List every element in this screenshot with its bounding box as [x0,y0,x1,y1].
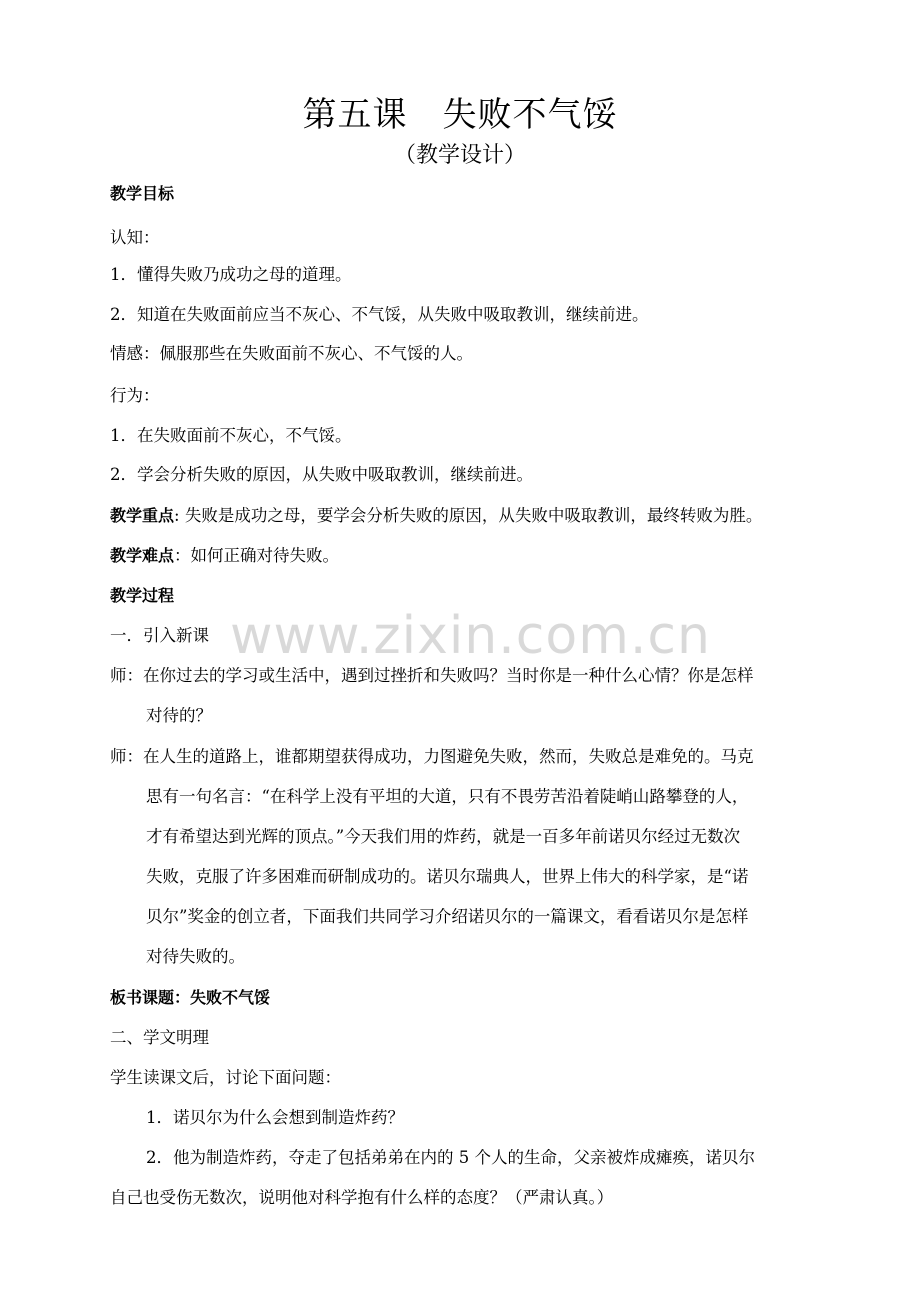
cognition-item-1: 1．懂得失败乃成功之母的道理。 [110,265,352,284]
page-subtitle: （教学设计） [393,143,526,168]
teacher-question-line: 师：在你过去的学习或生活中，遇到过挫折和失败吗？当时你是一种什么心情？你是怎样 [110,666,754,685]
page-title: 第五课 失败不气馁 [302,95,618,135]
process-heading: 教学过程 [110,586,175,605]
discussion-intro: 学生读课文后，讨论下面问题： [110,1068,341,1087]
goals-heading: 教学目标 [110,184,175,203]
watermark: www.zixin.com.cn [230,606,711,666]
discussion-question-2-cont: 自己也受伤无数次，说明他对科学抱有什么样的态度？（严肃认真。） [110,1188,614,1207]
discussion-question-1: 1．诺贝尔为什么会想到制造炸药？ [146,1108,404,1127]
teacher-story-line: 贝尔”奖金的创立者，下面我们共同学习介绍诺贝尔的一篇课文，看看诺贝尔是怎样 [146,907,749,926]
teacher-story-line: 才有希望达到光辉的顶点。”今天我们用的炸药，就是一百多年前诺贝尔经过无数次 [146,827,741,846]
behavior-item-1: 1．在失败面前不灰心，不气馁。 [110,426,352,445]
cognition-label: 认知： [110,228,160,247]
section-intro: 一．引入新课 [110,626,209,645]
cognition-item-2: 2．知道在失败面前应当不灰心、不气馁，从失败中吸取教训，继续前进。 [110,305,649,324]
teacher-story-line: 思有一句名言：“在科学上没有平坦的大道，只有不畏劳苦沿着陡峭山路攀登的人， [146,787,749,806]
difficulty [110,544,832,568]
difficulty-text: ：如何正确对待失败。 [174,546,340,565]
teacher-question-line: 对待的？ [146,706,212,725]
emotion-goal: 情感：佩服那些在失败面前不灰心、不气馁的人。 [110,344,473,363]
section-study: 二、学文明理 [110,1028,209,1047]
board-title: 板书课题：失败不气馁 [110,988,271,1007]
discussion-question-2: 2．他为制造炸药，夺走了包括弟弟在内的 5 个人的生命，父亲被炸成瘫痪，诺贝尔 [146,1148,755,1167]
teacher-story-line: 对待失败的。 [146,947,245,966]
teacher-story-line: 师：在人生的道路上，谁都期望获得成功，力图避免失败，然而，失败总是难免的。马克 [110,747,754,766]
behavior-item-2: 2．学会分析失败的原因，从失败中吸取教训，继续前进。 [110,465,533,484]
behavior-label: 行为： [110,386,160,405]
key-point [110,504,832,528]
teacher-story-line: 失败，克服了许多困难而研制成功的。诺贝尔瑞典人，世界上伟大的科学家，是“诺 [146,867,749,886]
key-point-label: 教学重点 [110,506,175,525]
key-point-text: : 失败是成功之母，要学会分析失败的原因，从失败中吸取教训，最终转败为胜。 [174,506,763,525]
difficulty-label: 教学难点 [110,546,175,565]
